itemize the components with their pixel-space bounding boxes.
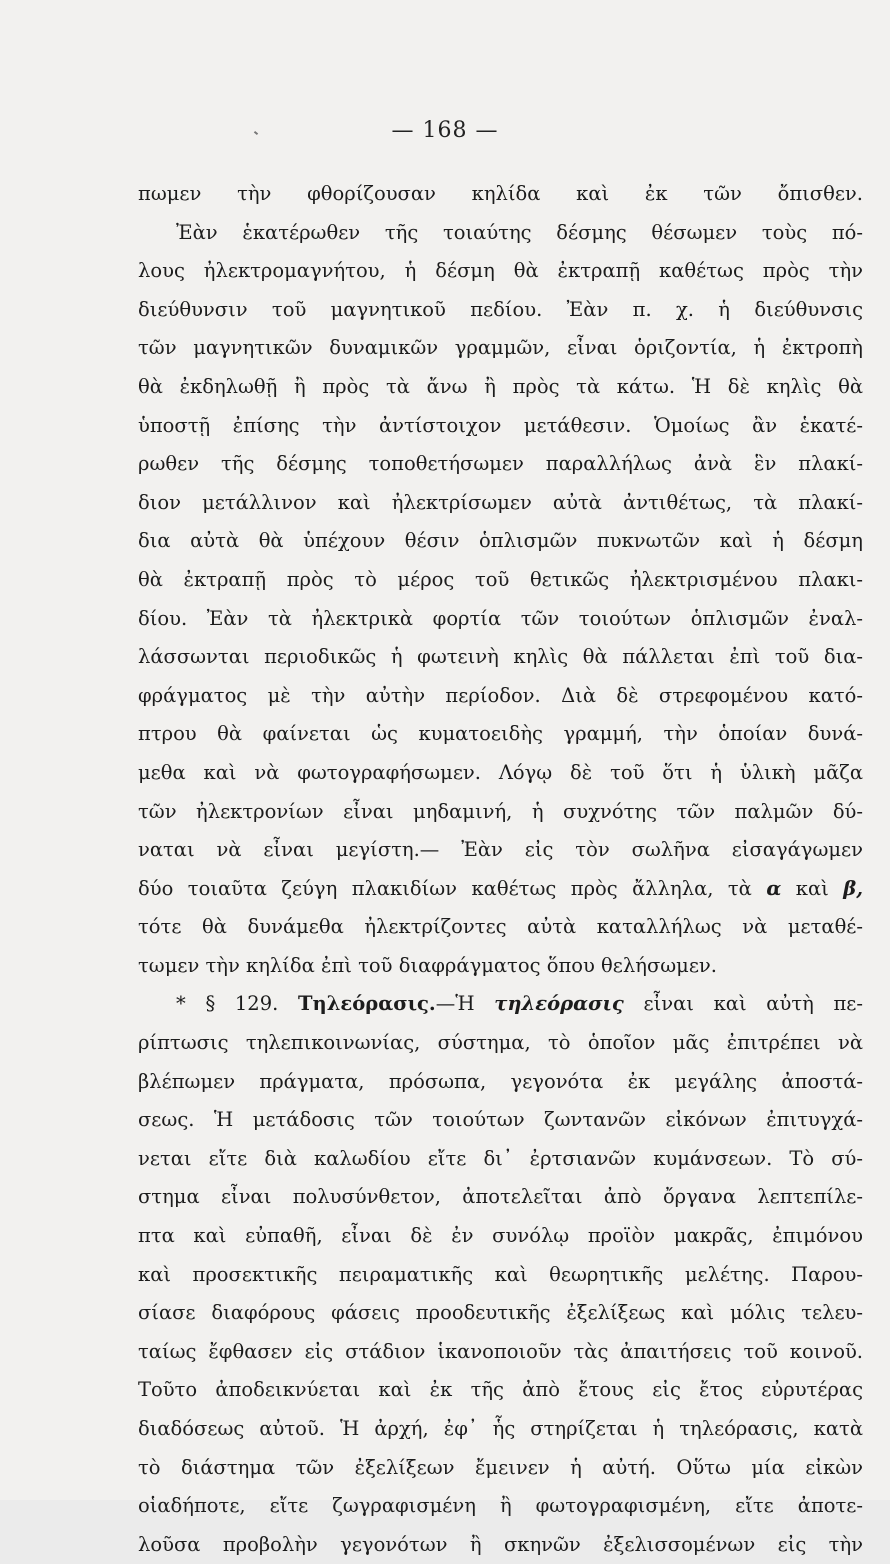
text-line: λάσσωνται περιοδικῶς ἡ φωτεινὴ κηλὶς θὰ πάλλεται ἐπὶ τοῦ δια- <box>138 645 863 669</box>
text-line: τὸ διάστημα τῶν ἐξελίξεων ἔμεινεν ἡ αὐτή. Οὕτω μία εἰκὼν <box>138 1455 863 1479</box>
text-line: ὑποστῇ ἐπίσης τὴν ἀντίστοιχον μετάθεσιν. Ὁμοίως ἂν ἑκατέ- <box>138 413 863 437</box>
section-marker: * § 129. <box>176 992 279 1016</box>
text-line: πτα καὶ εὐπαθῆ, εἶναι δὲ ἐν συνόλῳ προϊὸν μακρᾶς, ἐπιμόνου <box>138 1224 863 1248</box>
text-line: λοῦσα προβολὴν γεγονότων ἢ σκηνῶν ἐξελισσομένων εἰς τὴν <box>138 1532 863 1556</box>
label-a: α <box>766 876 782 900</box>
line-text: καὶ <box>781 876 844 900</box>
text-line: δίου. Ἐὰν τὰ ἠλεκτρικὰ φορτία τῶν τοιούτων ὁπλισμῶν ἐναλ- <box>138 606 863 630</box>
text-line: σεως. Ἡ μετάδοσις τῶν τοιούτων ζωντανῶν εἰκόνων ἐπιτυγχά- <box>138 1108 863 1132</box>
text-line: διεύθυνσιν τοῦ μαγνητικοῦ πεδίου. Ἐὰν π. χ. ἡ διεύθυνσις <box>138 297 863 321</box>
text-line: πωμεν τὴν φθορίζουσαν κηλίδα καὶ ἐκ τῶν ὄπισθεν. <box>138 182 863 205</box>
body-text <box>138 175 863 1564</box>
label-b: β, <box>843 876 863 900</box>
text-line: διον μετάλλινον καὶ ἠλεκτρίσωμεν αὐτὰ ἀντιθέτως, τὰ πλακί- <box>138 490 863 514</box>
text-line: ρωθεν τῆς δέσμης τοποθετήσωμεν παραλλήλως ἀνὰ ἓν πλακί- <box>138 452 863 476</box>
text-line: βλέπωμεν πράγματα, πρόσωπα, γεγονότα ἐκ μεγάλης ἀποστά- <box>138 1069 863 1093</box>
text-line: ναται νὰ εἶναι μεγίστη.— Ἐὰν εἰς τὸν σωλῆνα εἰσαγάγωμεν <box>138 838 863 862</box>
text-line: μεθα καὶ νὰ φωτογραφήσωμεν. Λόγῳ δὲ τοῦ ὅτι ἡ ὑλικὴ μᾶζα <box>138 760 863 784</box>
text-line: φράγματος μὲ τὴν αὐτὴν περίοδον. Διὰ δὲ στρεφομένου κατό- <box>138 683 863 707</box>
line-text: δύο τοιαῦτα ζεύγη πλακιδίων καθέτως πρὸς ἄλληλα, τὰ <box>138 876 767 900</box>
text-line: Ἐὰν ἑκατέρωθεν τῆς τοιαύτης δέσμης θέσωμεν τοὺς πό- <box>176 220 863 244</box>
page-number: — 168 — <box>391 118 499 143</box>
text-line: καὶ προσεκτικῆς πειραματικῆς καὶ θεωρητικῆς μελέτης. Παρου- <box>138 1262 863 1286</box>
text-line: ρίπτωσις τηλεπικοινωνίας, σύστημα, τὸ ὁποῖον μᾶς ἐπιτρέπει νὰ <box>138 1031 863 1055</box>
text-line: τωμεν τὴν κηλίδα ἐπὶ τοῦ διαφράγματος ὅπου θελήσωμεν. <box>138 953 717 977</box>
text-line: νεται εἴτε διὰ καλωδίου εἴτε δι᾽ ἐρτσιανῶν κυμάνσεων. Τὸ σύ- <box>138 1146 863 1170</box>
text-line: στημα εἶναι πολυσύνθετον, ἀποτελεῖται ἀπὸ ὄργανα λεπτεπίλε- <box>138 1185 863 1209</box>
text-line: οἱαδήποτε, εἴτε ζωγραφισμένη ἢ φωτογραφισμένη, εἴτε ἀποτε- <box>138 1494 863 1518</box>
line-text: εἶναι καὶ αὐτὴ πε- <box>623 992 863 1016</box>
text-line: λους ἠλεκτρομαγνήτου, ἡ δέσμη θὰ ἐκτραπῇ καθέτως πρὸς τὴν <box>138 259 863 283</box>
text-line: ταίως ἔφθασεν εἰς στάδιον ἱκανοποιοῦν τὰς ἀπαιτήσεις τοῦ κοινοῦ. <box>138 1339 863 1363</box>
text-line: θὰ ἐκδηλωθῇ ἢ πρὸς τὰ ἄνω ἢ πρὸς τὰ κάτω. Ἡ δὲ κηλὶς θὰ <box>138 374 863 398</box>
section-term: τηλεόρασις <box>494 992 624 1016</box>
text-line: τῶν μαγνητικῶν δυναμικῶν γραμμῶν, εἶναι ὁριζοντία, ἡ ἐκτροπὴ <box>138 336 863 360</box>
text-line <box>138 870 863 909</box>
section-heading-line <box>138 985 863 1024</box>
text-line: θὰ ἐκτραπῇ πρὸς τὸ μέρος τοῦ θετικῶς ἠλεκτρισμένου πλακι- <box>138 567 863 591</box>
text-line: δια αὐτὰ θὰ ὑπέχουν θέσιν ὁπλισμῶν πυκνωτῶν καὶ ἡ δέσμη <box>138 529 863 553</box>
text-line: Τοῦτο ἀποδεικνύεται καὶ ἐκ τῆς ἀπὸ ἔτους εἰς ἔτος εὐρυτέρας <box>138 1378 863 1402</box>
section-title: Τηλεόρασις. <box>298 992 436 1016</box>
section-dash: —Ἡ <box>435 992 495 1016</box>
text-line: σίασε διαφόρους φάσεις προοδευτικῆς ἐξελίξεως καὶ μόλις τελευ- <box>138 1301 863 1325</box>
text-line: τότε θὰ δυνάμεθα ἠλεκτρίζοντες αὐτὰ καταλλήλως νὰ μεταθέ- <box>138 915 863 939</box>
text-line: διαδόσεως αὐτοῦ. Ἡ ἀρχή, ἐφ᾽ ἧς στηρίζεται ἡ τηλεόρασις, κατὰ <box>138 1417 863 1440</box>
text-line: τῶν ἠλεκτρονίων εἶναι μηδαμινή, ἡ συχνότης τῶν παλμῶν δύ- <box>138 799 863 823</box>
text-line: πτρου θὰ φαίνεται ὡς κυματοειδὴς γραμμή, τὴν ὁποίαν δυνά- <box>138 722 863 746</box>
